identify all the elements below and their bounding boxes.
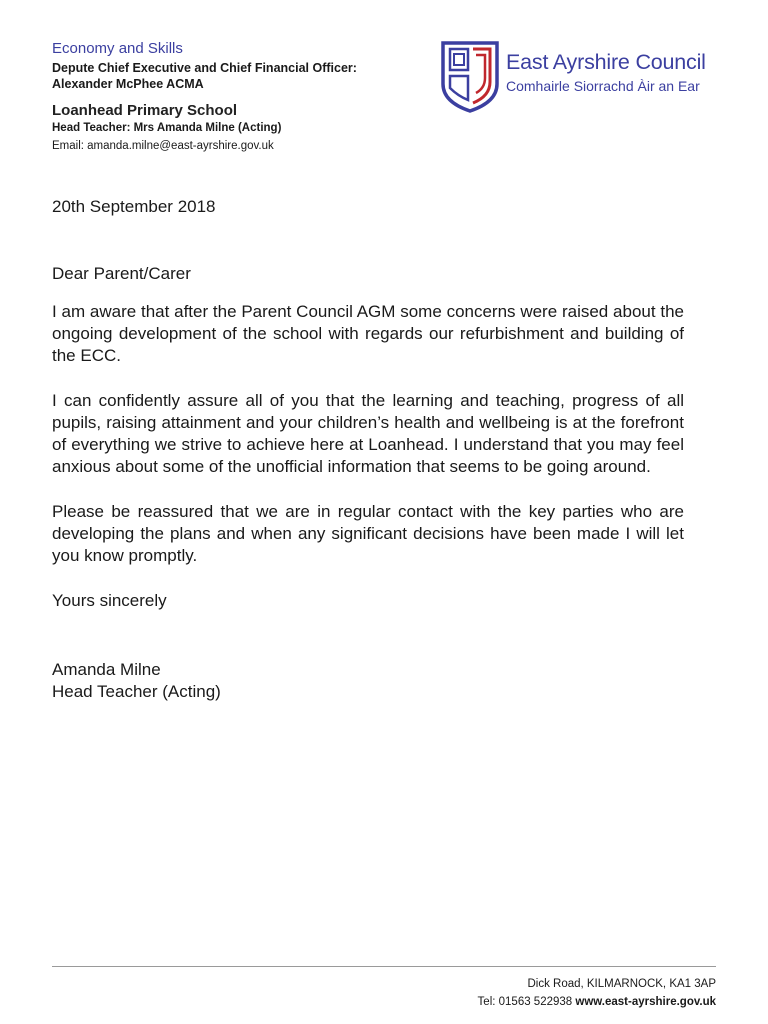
footer	[478, 975, 716, 1011]
footer-address: Dick Road, KILMARNOCK, KA1 3AP	[527, 978, 716, 990]
footer-divider	[52, 966, 716, 967]
paragraph-3: Please be reassured that we are in regular contact with the key parties who are developing the plans and when any significant decisions have been made I will let you know promptly.	[52, 502, 684, 565]
department-name: Economy and Skills	[52, 40, 183, 57]
email-line: Email: amanda.milne@east-ayrshire.gov.uk	[52, 140, 274, 152]
signatory-name: Amanda Milne	[52, 660, 161, 679]
letter-body	[52, 196, 684, 703]
officer-title: Depute Chief Executive and Chief Financial Officer:	[52, 61, 357, 75]
signatory-title: Head Teacher (Acting)	[52, 682, 221, 701]
head-teacher-line: Head Teacher: Mrs Amanda Milne (Acting)	[52, 122, 282, 134]
salutation: Dear Parent/Carer	[52, 264, 191, 283]
footer-contact	[478, 993, 716, 1011]
paragraph-2: I can confidently assure all of you that the learning and teaching, progress of all pupils, raising attainment and your children’s health and wellbeing is at the forefront of everything we strive to achieve here at Loanhead. I understand that you may feel anxious about some of the unofficial information that seems to be going around.	[52, 391, 684, 476]
footer-website: www.east-ayrshire.gov.uk	[575, 996, 716, 1008]
council-logo	[440, 40, 730, 114]
footer-tel: Tel: 01563 522938	[477, 996, 573, 1008]
council-gaelic-name: Comhairle Siorrachd Àir an Ear	[506, 78, 700, 94]
letterhead-details	[52, 40, 432, 154]
letter-date: 20th September 2018	[52, 197, 216, 216]
paragraph-1: I am aware that after the Parent Council AGM some concerns were raised about the ongoing development of the school with regards our refurbishment and building of the ECC.	[52, 302, 684, 365]
council-crest-icon	[440, 40, 500, 114]
officer-name: Alexander McPhee ACMA	[52, 77, 204, 91]
council-name: East Ayrshire Council	[506, 50, 706, 74]
closing: Yours sincerely	[52, 591, 167, 610]
school-name: Loanhead Primary School	[52, 102, 238, 119]
